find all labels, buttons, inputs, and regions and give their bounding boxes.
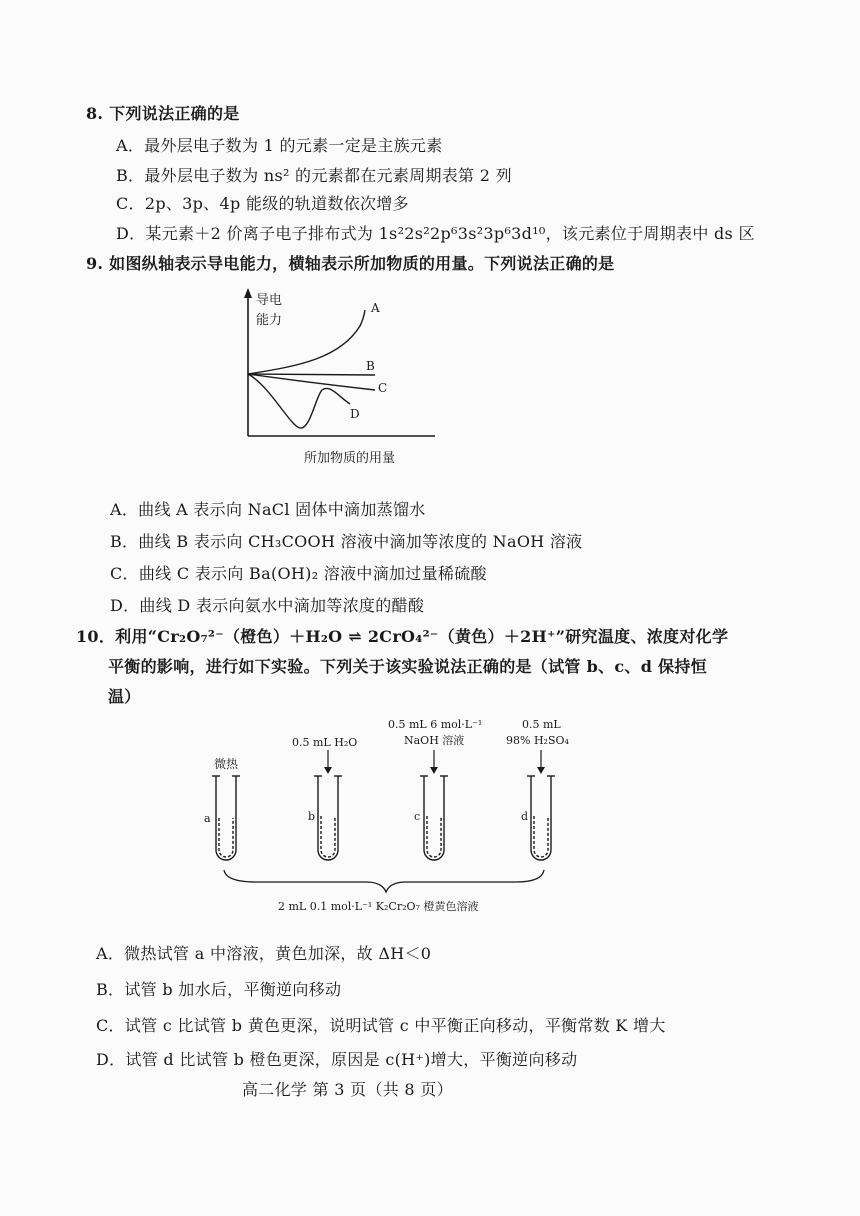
curve-b xyxy=(248,374,375,375)
curve-a-label: A xyxy=(371,301,380,315)
label-d-acid-2: 98% H₂SO₄ xyxy=(506,734,569,747)
tube-d xyxy=(527,776,555,860)
q9-option-b: B．曲线 B 表示向 CH₃COOH 溶液中滴加等浓度的 NaOH 溶液 xyxy=(110,532,583,551)
q9-stem: 9. 如图纵轴表示导电能力，横轴表示所加物质的用量。下列说法正确的是 xyxy=(86,254,615,273)
tube-b-label: b xyxy=(308,810,316,823)
q10-stem-line-3: 温） xyxy=(108,687,141,706)
label-c-naoh-2: NaOH 溶液 xyxy=(404,734,465,747)
q10-option-b: B．试管 b 加水后，平衡逆向移动 xyxy=(96,980,342,999)
tube-a-label: a xyxy=(204,812,211,825)
q8-stem: 8. 下列说法正确的是 xyxy=(86,104,240,123)
y-axis-label-2: 能力 xyxy=(256,313,283,328)
arrow-d-head xyxy=(537,767,545,774)
label-d-acid-1: 0.5 mL xyxy=(522,718,561,731)
y-axis-arrow xyxy=(244,288,252,298)
x-axis-label: 所加物质的用量 xyxy=(304,451,396,466)
q8-option-c: C．2p、3p、4p 能级的轨道数依次增多 xyxy=(116,194,409,213)
q10-option-c: C．试管 c 比试管 b 黄色更深，说明试管 c 中平衡正向移动，平衡常数 K 增大 xyxy=(96,1016,666,1035)
page-footer: 高二化学 第 3 页（共 8 页） xyxy=(242,1080,453,1099)
q9-option-a: A．曲线 A 表示向 NaCl 固体中滴加蒸馏水 xyxy=(110,500,426,519)
q8-option-d: D．某元素＋2 价离子电子排布式为 1s²2s²2p⁶3s²3p⁶3d¹⁰，该元素位于周期表中 ds 区 xyxy=(116,224,755,243)
curve-c xyxy=(248,374,375,390)
curve-d-label: D xyxy=(350,407,360,421)
curve-b-label: B xyxy=(366,359,375,373)
tube-c xyxy=(420,776,448,860)
label-c-naoh-1: 0.5 mL 6 mol·L⁻¹ xyxy=(388,718,483,731)
q8-option-a: A．最外层电子数为 1 的元素一定是主族元素 xyxy=(116,136,443,155)
curve-c-label: C xyxy=(378,381,388,395)
arrow-b-head xyxy=(324,767,332,774)
tube-b xyxy=(314,776,342,860)
arrow-c-head xyxy=(430,767,438,774)
label-b-water: 0.5 mL H₂O xyxy=(292,736,358,749)
q10-option-a: A．微热试管 a 中溶液，黄色加深，故 ΔH＜0 xyxy=(96,944,432,963)
y-axis-label-1: 导电 xyxy=(256,293,283,308)
tube-d-label: d xyxy=(521,810,529,823)
q8-option-b: B．最外层电子数为 ns² 的元素都在元素周期表第 2 列 xyxy=(116,166,512,185)
q10-stem-line-1: 10．利用“Cr₂O₇²⁻（橙色）＋H₂O ⇌ 2CrO₄²⁻（黄色）＋2H⁺”研究温度、浓度对化学 xyxy=(76,627,729,646)
test-tube-experiment xyxy=(196,712,596,917)
curve-d xyxy=(248,374,350,428)
conductivity-graph xyxy=(230,286,440,471)
q9-option-c: C．曲线 C 表示向 Ba(OH)₂ 溶液中滴加过量稀硫酸 xyxy=(110,564,487,583)
q9-option-d: D．曲线 D 表示向氨水中滴加等浓度的醋酸 xyxy=(110,596,425,615)
tube-a xyxy=(212,776,240,860)
bottom-label: 2 mL 0.1 mol·L⁻¹ K₂Cr₂O₇ 橙黄色溶液 xyxy=(278,900,479,913)
tube-c-label: c xyxy=(414,810,421,823)
label-warm: 微热 xyxy=(214,757,239,771)
q10-option-d: D．试管 d 比试管 b 橙色更深，原因是 c(H⁺)增大，平衡逆向移动 xyxy=(96,1050,578,1069)
q10-stem-line-2: 平衡的影响，进行如下实验。下列关于该实验说法正确的是（试管 b、c、d 保持恒 xyxy=(108,657,707,676)
bottom-brace xyxy=(224,870,544,892)
